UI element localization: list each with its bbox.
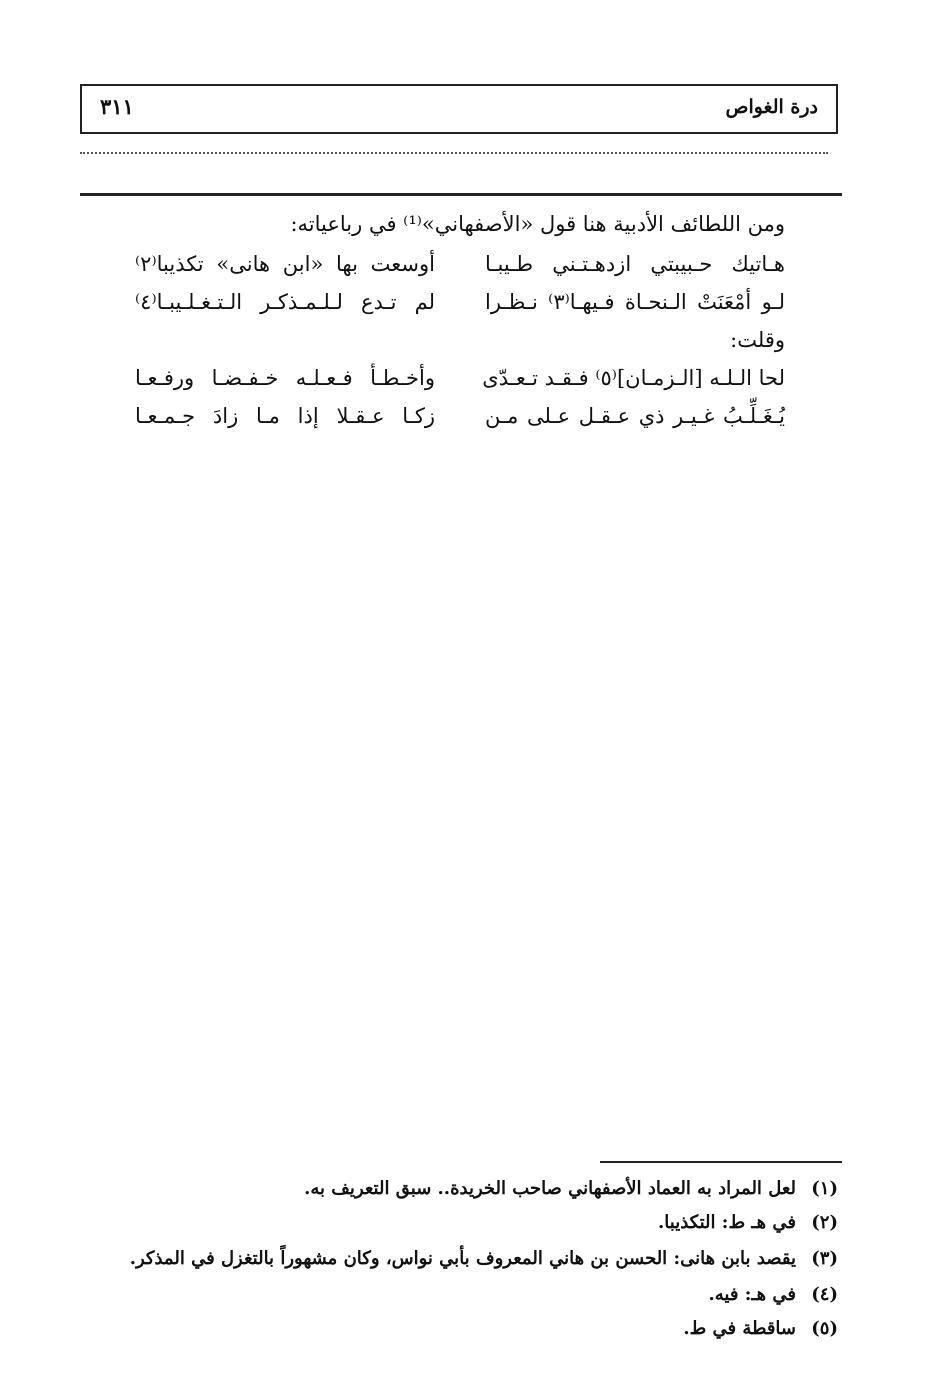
footnote — [708, 1284, 838, 1305]
footnote-text: في هـ: فيه. — [708, 1284, 796, 1305]
footnote-number: (٤) — [811, 1284, 838, 1305]
verse-first-hemistich: يُـغَـلِّـبُ غـيـر ذي عـقـل عـلى مـن — [485, 404, 785, 428]
footnote — [683, 1318, 838, 1339]
footnote-number: (١) — [811, 1178, 838, 1199]
footnote-number: (٣) — [811, 1248, 838, 1269]
footnote-number: (٥) — [811, 1318, 838, 1339]
wa-qult-line: وقلت: — [730, 328, 785, 352]
footnote — [658, 1212, 838, 1233]
verse-first-hemistich: هـاتيك حـبيبتي ازدهـتـني طـيبـا — [485, 252, 785, 276]
page-number: ٣١١ — [100, 94, 134, 119]
footnote — [130, 1248, 838, 1269]
intro-line: ومن اللطائف الأدبية هنا قول «الأصفهاني»⁽¹⁾ في رباعياته: — [290, 212, 785, 236]
footnote-text: لعل المراد به العماد الأصفهاني صاحب الخريدة.. سبق التعريف به. — [304, 1178, 796, 1199]
dotted-separator — [80, 152, 828, 154]
verse-first-hemistich: لحا الـلـه [الـزمـان]⁽٥⁾ فـقـد تـعـدّى — [482, 366, 785, 390]
header-title: درة الغواص — [725, 96, 818, 118]
verse-row — [135, 366, 785, 402]
header-rule — [80, 193, 842, 196]
verse-second-hemistich: وأخـطـأ فـعـلـه خـفـضـا ورفـعـا — [135, 366, 435, 390]
footnote-number: (٢) — [811, 1212, 838, 1233]
footnote — [304, 1178, 838, 1199]
verse-row — [135, 404, 785, 440]
verse-first-hemistich: لـو أمْعَنَتْ الـنحـاة فـيهـا⁽٣⁾ نـظـرا — [485, 290, 786, 314]
verse-second-hemistich: لم تـدع لـلـمـذكـر الـتـغـلـيبـا⁽٤⁾ — [135, 290, 435, 314]
verse-second-hemistich: أوسعت بها «ابن هانى» تكذيبا⁽٢⁾ — [135, 252, 435, 276]
footnote-text: ساقطة في ط. — [683, 1318, 796, 1339]
verse-row — [135, 252, 785, 288]
footnote-text: يقصد بابن هانى: الحسن بن هاني المعروف بأبي نواس، وكان مشهوراً بالتغزل في المذكر. — [129, 1248, 796, 1269]
verse-second-hemistich: زكـا عـقـلا إذا مـا زادَ جـمـعـا — [135, 404, 435, 428]
footnote-text: في هـ ط: التكذيبا. — [658, 1212, 796, 1233]
verse-row — [135, 290, 785, 326]
running-header — [80, 84, 838, 134]
footnote-rule — [600, 1161, 842, 1163]
